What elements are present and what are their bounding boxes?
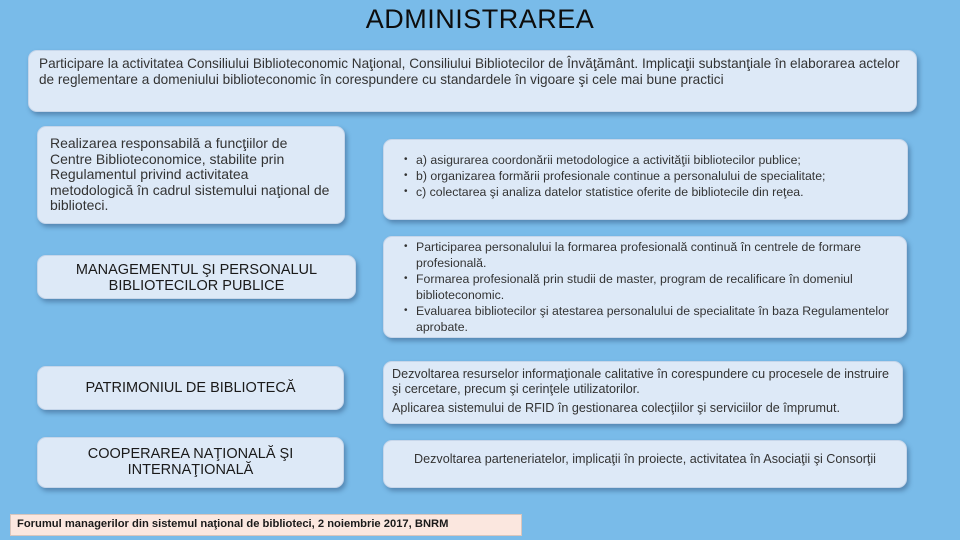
- left-box-methodology: Realizarea responsabilă a funcţiilor de Centre Biblioteconomice, stabilite prin Regulamentul privind activitatea metodologică în cadrul sistemului naţional de biblioteci.: [37, 126, 345, 224]
- right-box-management: [383, 236, 907, 338]
- footer-caption: Forumul managerilor din sistemul naţional de biblioteci, 2 noiembrie 2017, BNRM: [10, 514, 522, 536]
- list-item: • b) organizarea formării profesionale continue a personalului de specialitate;: [404, 168, 899, 184]
- right-box-methodology: [383, 139, 908, 220]
- left-box-heritage: PATRIMONIUL DE BIBLIOTECĂ: [37, 366, 344, 410]
- list-item: • c) colectarea şi analiza datelor statistice oferite de bibliotecile din reţea.: [404, 184, 899, 200]
- slide-title: ADMINISTRAREA: [365, 4, 595, 34]
- right-box-cooperation: Dezvoltarea parteneriatelor, implicaţii în proiecte, activitatea în Asociaţii şi Consorţii: [383, 440, 907, 488]
- intro-box: Participare la activitatea Consiliului Biblioteconomic Naţional, Consiliului Bibliotecilor de Învăţământ. Implicaţii substanţiale în elaborarea actelor de reglementare a domeniului biblioteconomic în corespundere cu standardele în vigoare şi cele mai bune practici: [28, 50, 917, 112]
- list-item: • Evaluarea bibliotecilor şi atestarea personalului de specialitate în baza Regulamentelor aprobate.: [404, 303, 898, 335]
- left-box-cooperation: COOPERAREA NAŢIONALĂ ŞI INTERNAŢIONALĂ: [37, 437, 344, 488]
- heritage-text: Dezvoltarea resurselor informaţionale calitative în corespundere cu procesele de instruire şi cercetare, precum şi cerinţele utilizatorilor.: [392, 367, 890, 396]
- list-item: • a) asigurarea coordonării metodologice a activităţii bibliotecilor publice;: [404, 152, 899, 168]
- management-list: [404, 239, 898, 335]
- heritage-text: Aplicarea sistemului de RFID în gestionarea colecţiilor şi serviciilor de împrumut.: [392, 401, 840, 415]
- methodology-list: [404, 152, 899, 200]
- list-item: • Formarea profesională prin studii de master, program de recalificare în domeniul biblioteconomic.: [404, 271, 898, 303]
- left-box-management: MANAGEMENTUL ŞI PERSONALUL BIBLIOTECILOR PUBLICE: [37, 255, 356, 299]
- right-box-heritage: [383, 361, 903, 424]
- list-item: • Participarea personalului la formarea profesională continuă în centrele de formare profesională.: [404, 239, 898, 271]
